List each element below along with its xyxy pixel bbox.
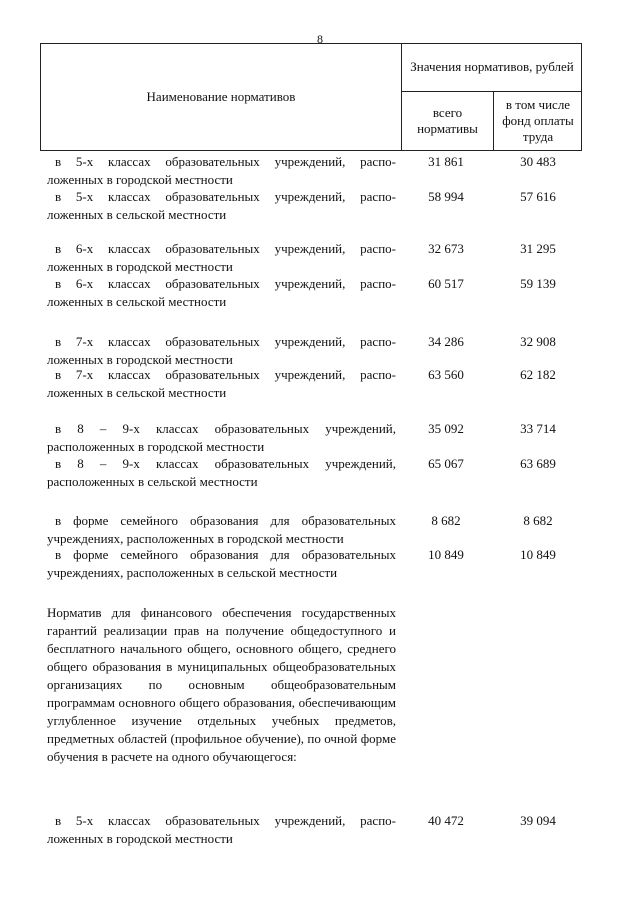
row-fund-value: 39 094 <box>520 813 556 828</box>
row-total-value: 31 861 <box>428 154 464 169</box>
row-label: в 8 – 9-х классах образовательных учреждений, расположенных в сельской местности <box>47 456 396 489</box>
row-total-value: 60 517 <box>428 276 464 291</box>
row-total-value: 40 472 <box>428 813 464 828</box>
header-values-group: Значения нормативов, рублей <box>410 59 574 75</box>
row-fund-value: 31 295 <box>520 241 556 256</box>
row-label: в 7-х классах образовательных учреждений, распо- ложенных в городской местности <box>47 334 396 367</box>
header-name-column: Наименование нормативов <box>146 88 296 104</box>
row-label: в 6-х классах образовательных учреждений, распо- ложенных в сельской местности <box>47 276 396 309</box>
page-number: 8 <box>317 32 323 46</box>
row-label: в форме семейного образования для образовательных учреждениях, расположенных в городской местности <box>47 513 396 546</box>
row-label: в 5-х классах образовательных учреждений, распо- ложенных в городской местности <box>47 154 396 187</box>
row-label: в 8 – 9-х классах образовательных учреждений, расположенных в городской местности <box>47 421 396 454</box>
row-label: в 7-х классах образовательных учреждений, распо- ложенных в сельской местности <box>47 367 396 400</box>
row-label: в 5-х классах образовательных учреждений, распо- ложенных в городской местности <box>47 813 396 846</box>
table-header <box>40 43 582 151</box>
row-total-value: 35 092 <box>428 421 464 436</box>
row-total-value: 34 286 <box>428 334 464 349</box>
row-fund-value: 33 714 <box>520 421 556 436</box>
row-label: в 6-х классах образовательных учреждений, распо- ложенных в городской местности <box>47 241 396 274</box>
row-total-value: 10 849 <box>428 547 464 562</box>
row-fund-value: 30 483 <box>520 154 556 169</box>
row-fund-value: 10 849 <box>520 547 556 562</box>
row-fund-value: 32 908 <box>520 334 556 349</box>
header-fund-column: в том числе фонд оплаты труда <box>502 96 574 145</box>
row-label: в 5-х классах образовательных учреждений, распо- ложенных в сельской местности <box>47 189 396 222</box>
row-fund-value: 62 182 <box>520 367 556 382</box>
row-fund-value: 57 616 <box>520 189 556 204</box>
row-fund-value: 8 682 <box>523 513 553 528</box>
normative-description: Норматив для финансового обеспечения государственных гарантий реализации прав на получение общедоступного и бесплатного начального общего, основного общего, среднего общего образования в муниципальных общеобразовательных организациях по основным общеобразовательным программам основного общего образования, обеспечивающим углубленное изучение отдельных учебных предметов, предметных областей (профильное обучение), по очной форме обучения в расчете на одного обучающегося: <box>47 605 396 764</box>
row-label: в форме семейного образования для образовательных учреждениях, расположенных в сельской местности <box>47 547 396 580</box>
row-fund-value: 63 689 <box>520 456 556 471</box>
header-total-column: всего нормативы <box>417 104 478 136</box>
row-total-value: 63 560 <box>428 367 464 382</box>
row-total-value: 65 067 <box>428 456 464 471</box>
row-total-value: 58 994 <box>428 189 464 204</box>
row-total-value: 8 682 <box>431 513 461 528</box>
row-fund-value: 59 139 <box>520 276 556 291</box>
row-total-value: 32 673 <box>428 241 464 256</box>
